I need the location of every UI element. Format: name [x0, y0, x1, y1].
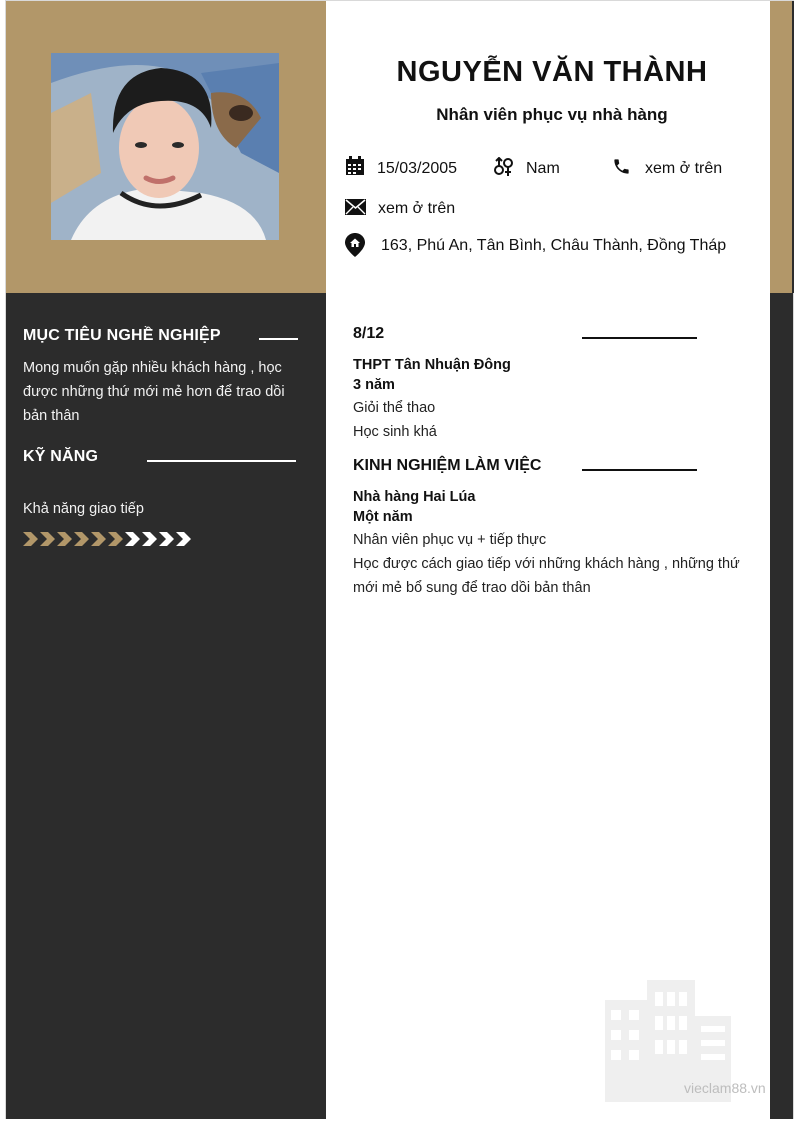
skill-name: Khả năng giao tiếp [23, 501, 144, 517]
education-duration: 3 năm [353, 377, 395, 393]
job-title: Nhân viên phục vụ nhà hàng [436, 105, 668, 124]
skill-chevron-empty [125, 532, 140, 546]
objective-title: MỤC TIÊU NGHỀ NGHIỆP [23, 327, 221, 344]
company-name: Nhà hàng Hai Lúa [353, 489, 476, 505]
skill-chevron-filled [57, 532, 72, 546]
education-line: Giỏi thể thao [353, 400, 436, 416]
candidate-name: NGUYỄN VĂN THÀNH [396, 56, 708, 88]
email: xem ở trên [378, 200, 456, 217]
skills-title: KỸ NĂNG [23, 448, 99, 465]
objective-text: Mong muốn gặp nhiều khách hàng , học được những thứ mới mẻ hơn để trao dồi bản thân [23, 360, 285, 424]
birth-date: 15/03/2005 [377, 160, 458, 177]
skill-chevron-empty [159, 532, 174, 546]
school-name: THPT Tân Nhuận Đông [353, 357, 511, 373]
right-edge-strip [792, 1, 794, 293]
email-icon [345, 199, 366, 215]
calendar-icon [345, 156, 365, 176]
skill-chevron-filled [23, 532, 38, 546]
education-divider [582, 337, 697, 339]
gender-icon [493, 157, 515, 177]
experience-role: Nhân viên phục vụ + tiếp thực [353, 532, 547, 548]
skill-chevron-empty [176, 532, 191, 546]
phone-icon [612, 157, 631, 176]
location-icon [345, 233, 365, 257]
skills-divider [147, 460, 296, 462]
experience-title: KINH NGHIỆM LÀM VIỆC [353, 457, 542, 474]
experience-description: Học được cách giao tiếp với những khách hàng , những thứ mới mẻ bổ sung để trao dồi bản thân [353, 556, 740, 596]
gender: Nam [526, 160, 560, 177]
education-line: Học sinh khá [353, 424, 437, 440]
education-title: 8/12 [353, 325, 385, 342]
skill-level-chevrons [23, 531, 203, 547]
profile-photo [51, 53, 279, 240]
experience-duration: Một năm [353, 509, 413, 525]
right-dark-strip [770, 293, 793, 1119]
skill-chevron-filled [40, 532, 55, 546]
skill-chevron-filled [108, 532, 123, 546]
skill-chevron-filled [74, 532, 89, 546]
phone: xem ở trên [645, 160, 723, 177]
experience-divider [582, 469, 697, 471]
watermark-text: vieclam88.vn [684, 1080, 766, 1096]
objective-divider [259, 338, 298, 340]
skill-chevron-filled [91, 532, 106, 546]
skill-chevron-empty [142, 532, 157, 546]
address: 163, Phú An, Tân Bình, Châu Thành, Đồng Tháp [381, 237, 727, 254]
